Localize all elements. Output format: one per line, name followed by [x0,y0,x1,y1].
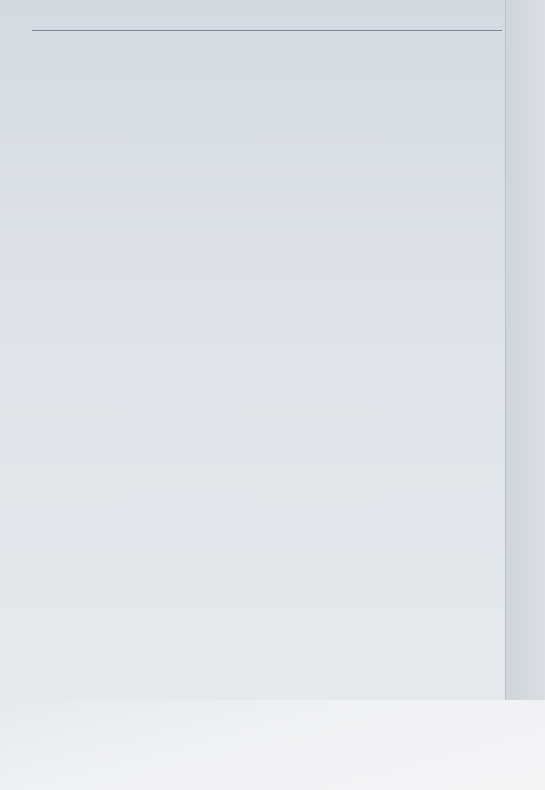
running-header [32,12,502,26]
authors-list [60,501,490,520]
page-shadow [0,700,545,790]
page-edge [505,0,545,700]
header-rule [32,30,502,31]
